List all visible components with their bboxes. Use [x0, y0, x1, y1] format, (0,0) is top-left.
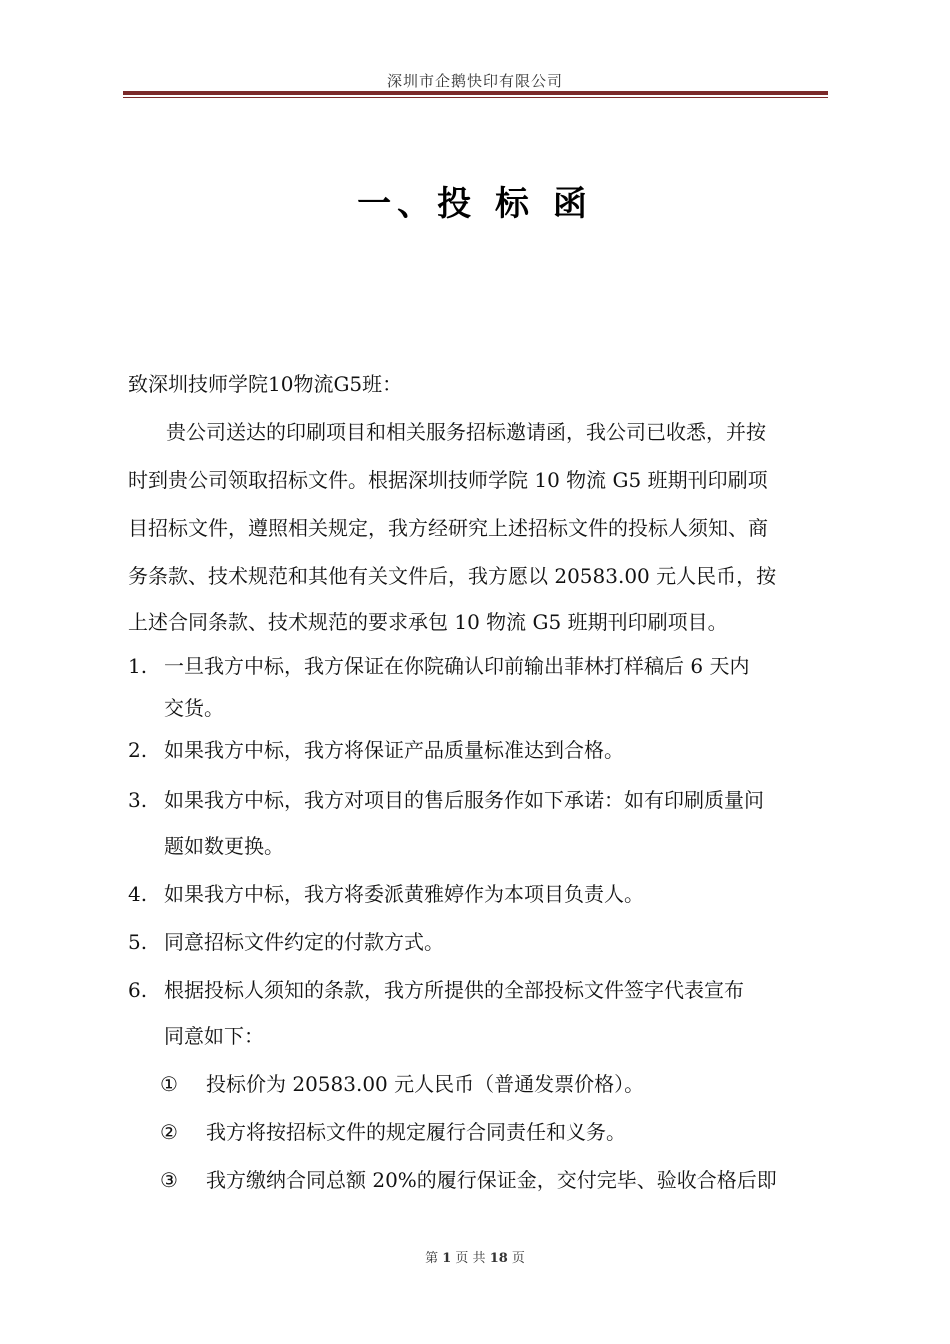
list-item-text: 题如数更换。	[164, 834, 284, 858]
intro-line: 贵公司送达的印刷项目和相关服务招标邀请函，我公司已收悉，并按	[166, 420, 766, 444]
sub-item-text: 我方缴纳合同总额 20%的履行保证金，交付完毕、验收合格后即	[206, 1168, 777, 1192]
page-footer	[0, 1247, 950, 1266]
list-item-number: 5.	[128, 930, 148, 954]
list-item-number: 4.	[128, 882, 148, 906]
list-item-text: 同意招标文件约定的付款方式。	[164, 930, 444, 954]
header-divider-thin	[123, 97, 828, 98]
list-item-text: 如果我方中标，我方将保证产品质量标准达到合格。	[164, 738, 624, 762]
list-item-number: 1.	[128, 654, 148, 678]
sub-item-marker: ②	[160, 1120, 178, 1144]
greeting: 致深圳技师学院10物流G5班：	[128, 372, 403, 396]
page-header: 深圳市企鹅快印有限公司	[386, 72, 563, 90]
sub-item-marker: ③	[160, 1168, 178, 1192]
list-item-text: 如果我方中标，我方对项目的售后服务作如下承诺：如有印刷质量问	[164, 788, 764, 812]
list-item-number: 6.	[128, 978, 148, 1002]
intro-line: 目招标文件，遵照相关规定，我方经研究上述招标文件的投标人须知、商	[128, 516, 768, 540]
document-title: 一、投 标 函	[357, 184, 593, 224]
sub-item-text: 我方将按招标文件的规定履行合同责任和义务。	[206, 1120, 626, 1144]
sub-item-text: 投标价为 20583.00 元人民币（普通发票价格）。	[206, 1072, 645, 1096]
footer-middle: 页 共	[455, 1251, 486, 1266]
intro-line: 时到贵公司领取招标文件。根据深圳技师学院 10 物流 G5 班期刊印刷项	[128, 468, 768, 492]
footer-total-pages: 18	[489, 1251, 508, 1266]
intro-line: 务条款、技术规范和其他有关文件后，我方愿以 20583.00 元人民币，按	[128, 564, 777, 588]
footer-suffix: 页	[511, 1251, 525, 1266]
header-divider-thick	[123, 91, 828, 95]
list-item-number: 2.	[128, 738, 148, 762]
list-item-text: 交货。	[164, 696, 224, 720]
footer-prefix: 第	[425, 1251, 439, 1266]
intro-line: 上述合同条款、技术规范的要求承包 10 物流 G5 班期刊印刷项目。	[128, 610, 728, 634]
sub-item-marker: ①	[160, 1072, 178, 1096]
list-item-text: 如果我方中标，我方将委派黄雅婷作为本项目负责人。	[164, 882, 644, 906]
list-item-text: 根据投标人须知的条款，我方所提供的全部投标文件签字代表宣布	[164, 978, 744, 1002]
list-item-text: 同意如下：	[164, 1024, 264, 1048]
footer-page-number: 1	[442, 1251, 452, 1266]
list-item-number: 3.	[128, 788, 148, 812]
list-item-text: 一旦我方中标，我方保证在你院确认印前输出菲林打样稿后 6 天内	[164, 654, 750, 678]
